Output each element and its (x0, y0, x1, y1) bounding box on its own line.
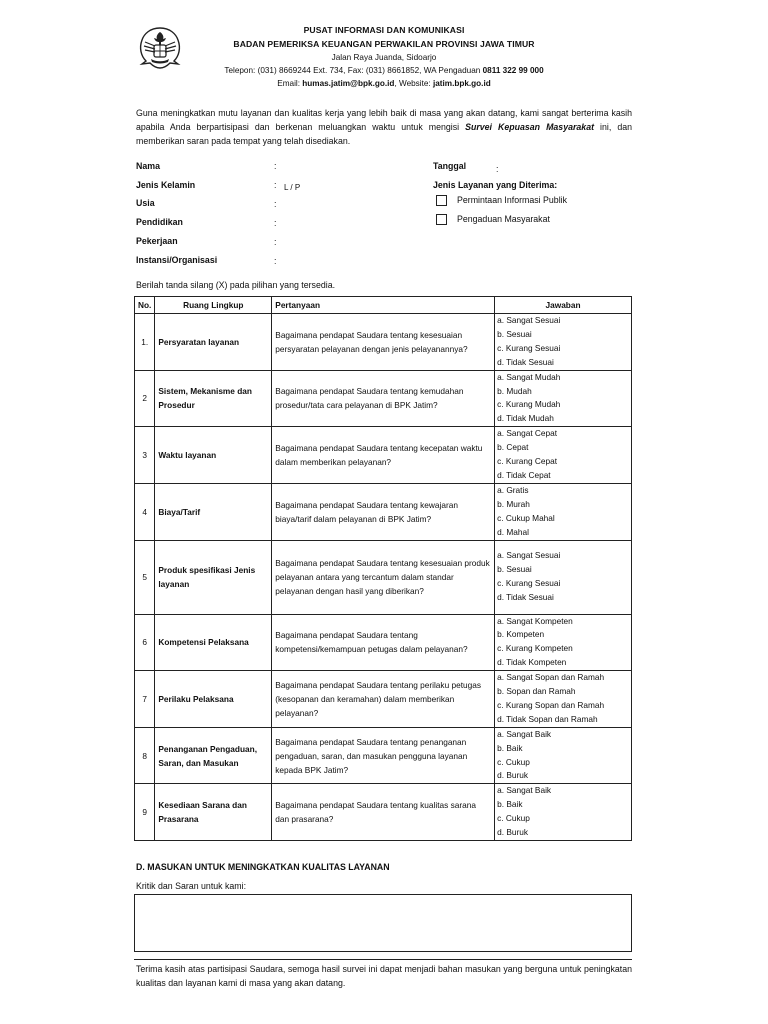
table-row (135, 727, 632, 784)
org-unit: PUSAT INFORMASI DAN KOMUNIKASI (303, 25, 465, 35)
ruang-lingkup-cell: Waktu layanan (155, 427, 272, 484)
email-label: Email: (277, 79, 303, 88)
field-label-pendidikan: Pendidikan (136, 217, 183, 227)
answer-option[interactable]: c. Kurang Sesuai (497, 342, 561, 353)
email-link[interactable]: humas.jatim@bpk.go.id (302, 79, 395, 88)
row-number: 5 (135, 540, 155, 614)
table-header-row (135, 297, 632, 314)
survey-table-body (135, 314, 632, 841)
answer-option[interactable]: c. Kurang Sesuai (497, 578, 561, 588)
col-header-no: No. (135, 297, 155, 314)
checkbox-pengaduan-masyarakat[interactable] (436, 214, 447, 225)
ruang-lingkup-cell: Kesediaan Sarana dan Prasarana (155, 784, 272, 841)
field-label-nama: Nama (136, 161, 160, 171)
website-link[interactable]: jatim.bpk.go.id (432, 79, 491, 88)
jawaban-cell (495, 370, 632, 427)
phone-text: Telepon: (031) 8669244 Ext. 734, Fax: (031) 8661852, WA Pengaduan (224, 66, 483, 75)
ruang-lingkup-cell: Sistem, Mekanisme dan Prosedur (155, 370, 272, 427)
table-row (135, 483, 632, 540)
kritik-label: Kritik dan Saran untuk kami: (136, 881, 247, 891)
field-instansi-colon[interactable]: : (274, 256, 277, 266)
divider (134, 959, 632, 960)
survey-table (134, 296, 632, 841)
letterhead (0, 24, 768, 90)
ruang-lingkup-cell: Produk spesifikasi Jenis layanan (155, 540, 272, 614)
jawaban-cell (495, 784, 632, 841)
option-label: Pengaduan Masyarakat (457, 214, 550, 224)
pertanyaan-cell: Bagaimana pendapat Saudara tentang penanganan pengaduan, saran, dan masukan pengguna layanan kepada BPK Jatim? (272, 727, 495, 784)
table-row (135, 671, 632, 728)
row-number: 7 (135, 671, 155, 728)
answer-option[interactable]: d. Buruk (497, 770, 529, 781)
survey-name: Survei Kepuasan Masyarakat (465, 122, 595, 132)
jawaban-cell (495, 427, 632, 484)
option-pengaduan-masyarakat[interactable] (436, 214, 550, 225)
website-label: , Website: (394, 79, 433, 88)
table-row (135, 427, 632, 484)
field-label-jenis-kelamin: Jenis Kelamin (136, 180, 196, 190)
answer-option[interactable]: d. Buruk (497, 827, 529, 838)
answer-option[interactable]: c. Kurang Kompeten (497, 643, 573, 654)
intro-text-end: ini, dan memberikan saran pada tempat yang telah disediakan. (136, 122, 632, 146)
answer-option[interactable]: a. Sangat Cepat (497, 428, 558, 439)
jawaban-cell (495, 671, 632, 728)
answer-option[interactable]: b. Sesuai (497, 564, 532, 575)
answer-option[interactable]: b. Kompeten (497, 629, 545, 640)
answer-option[interactable]: b. Sopan dan Ramah (497, 686, 576, 697)
org-contact (0, 77, 768, 90)
pertanyaan-cell: Bagaimana pendapat Saudara tentang kecepatan waktu dalam memberikan pelayanan? (272, 427, 495, 484)
answer-option[interactable]: d. Tidak Sesuai (497, 591, 554, 602)
answer-option[interactable]: a. Sangat Baik (497, 728, 552, 739)
table-row (135, 314, 632, 371)
field-label-pekerjaan: Pekerjaan (136, 236, 178, 246)
answer-option[interactable]: d. Tidak Sesuai (497, 356, 554, 367)
answer-option[interactable]: d. Tidak Mudah (497, 413, 554, 424)
ruang-lingkup-cell: Perilaku Pelaksana (155, 671, 272, 728)
row-number: 6 (135, 614, 155, 671)
jawaban-cell (495, 314, 632, 371)
field-nama-colon[interactable]: : (274, 161, 277, 171)
instruction-text: Berilah tanda silang (X) pada pilihan yang tersedia. (136, 280, 336, 290)
pertanyaan-cell: Bagaimana pendapat Saudara tentang perilaku petugas (kesopanan dan keramahan) dalam memberikan pelayanan? (272, 671, 495, 728)
ruang-lingkup-cell: Persyaratan layanan (155, 314, 272, 371)
answer-option[interactable]: c. Kurang Sopan dan Ramah (497, 699, 605, 710)
org-name: BADAN PEMERIKSA KEUANGAN PERWAKILAN PROVINSI JAWA TIMUR (233, 38, 535, 49)
pertanyaan-cell: Bagaimana pendapat Saudara tentang kualitas sarana dan prasarana? (272, 784, 495, 841)
answer-option[interactable]: c. Cukup Mahal (497, 512, 555, 523)
gender-options[interactable]: L / P (284, 183, 301, 192)
answer-option[interactable]: d. Mahal (497, 526, 529, 537)
row-number: 4 (135, 483, 155, 540)
answer-option[interactable]: a. Sangat Sopan dan Ramah (497, 672, 605, 683)
col-header-pertanyaan: Pertanyaan (272, 297, 495, 314)
wa-number: 0811 322 99 000 (482, 66, 544, 75)
row-number: 3 (135, 427, 155, 484)
pertanyaan-cell: Bagaimana pendapat Saudara tentang kewajaran biaya/tarif dalam pelayanan di BPK Jatim? (272, 483, 495, 540)
field-label-instansi: Instansi/Organisasi (136, 255, 218, 265)
answer-option[interactable]: a. Sangat Mudah (497, 371, 561, 382)
field-usia-colon[interactable]: : (274, 199, 277, 209)
ruang-lingkup-cell: Penanganan Pengaduan, Saran, dan Masukan (155, 727, 272, 784)
org-address: Jalan Raya Juanda, Sidoarjo (331, 53, 437, 62)
ruang-lingkup-cell: Kompetensi Pelaksana (155, 614, 272, 671)
kritik-saran-textarea[interactable] (134, 894, 632, 952)
answer-option[interactable]: c. Cukup (497, 756, 530, 767)
jawaban-cell (495, 540, 632, 614)
answer-option[interactable]: b. Murah (497, 498, 530, 509)
answer-option[interactable]: d. Tidak Cepat (497, 469, 551, 480)
col-header-jawaban: Jawaban (495, 297, 632, 314)
answer-option[interactable]: b. Baik (497, 799, 523, 810)
table-row (135, 370, 632, 427)
row-number: 1. (135, 314, 155, 371)
col-header-ruang: Ruang Lingkup (155, 297, 272, 314)
row-number: 8 (135, 727, 155, 784)
answer-option[interactable]: b. Sesuai (497, 328, 532, 339)
answer-option[interactable]: a. Sangat Sesuai (497, 315, 561, 325)
answer-option[interactable]: a. Sangat Kompeten (497, 615, 573, 626)
field-label-usia: Usia (136, 198, 155, 208)
row-number: 2 (135, 370, 155, 427)
answer-option[interactable]: b. Cepat (497, 442, 529, 453)
jawaban-cell (495, 614, 632, 671)
answer-option[interactable]: b. Baik (497, 742, 523, 753)
answer-option[interactable]: c. Kurang Mudah (497, 399, 561, 410)
intro-text: Guna meningkatkan mutu layanan dan kualitas kerja yang lebih baik di masa yang akan datang, kami sangat berterima kasih apabila Anda berpartisipasi dan berkenan meluangkan waktu untuk mengisi (136, 108, 632, 132)
answer-option[interactable]: b. Mudah (497, 385, 532, 396)
intro-paragraph (136, 106, 632, 148)
table-row (135, 614, 632, 671)
answer-option[interactable]: a. Sangat Baik (497, 785, 552, 796)
field-jenis-kelamin-colon: : (274, 180, 277, 190)
jawaban-cell (495, 727, 632, 784)
option-label: Permintaan Informasi Publik (457, 195, 568, 205)
pertanyaan-cell: Bagaimana pendapat Saudara tentang kesesuaian produk pelayanan antara yang tercantum dalam standar pelayanan dengan hasil yang diberikan? (272, 540, 495, 614)
pertanyaan-cell: Bagaimana pendapat Saudara tentang kompetensi/kemampuan petugas dalam pelayanan? (272, 614, 495, 671)
answer-option[interactable]: d. Tidak Sopan dan Ramah (497, 713, 598, 724)
jawaban-cell (495, 483, 632, 540)
field-label-tanggal: Tanggal (433, 161, 467, 171)
answer-option[interactable]: a. Gratis (497, 484, 529, 495)
table-row (135, 784, 632, 841)
answer-option[interactable]: d. Tidak Kompeten (497, 657, 567, 668)
answer-option[interactable]: c. Kurang Cepat (497, 456, 558, 467)
section-d-heading: D. MASUKAN UNTUK MENINGKATKAN KUALITAS LAYANAN (136, 862, 390, 872)
option-permintaan-informasi[interactable] (436, 195, 567, 206)
table-row (135, 540, 632, 614)
checkbox-permintaan-informasi[interactable] (436, 195, 447, 206)
field-pekerjaan-colon[interactable]: : (274, 237, 277, 247)
org-phone (0, 64, 768, 77)
answer-option[interactable]: c. Cukup (497, 813, 530, 824)
field-tanggal-colon[interactable]: : (496, 164, 499, 174)
field-label-jenis-layanan: Jenis Layanan yang Diterima: (433, 180, 558, 190)
field-pendidikan-colon[interactable]: : (274, 218, 277, 228)
answer-option[interactable]: a. Sangat Sesuai (497, 550, 561, 561)
pertanyaan-cell: Bagaimana pendapat Saudara tentang kesesuaian persyaratan pelayanan dengan jenis pelayanannya? (272, 314, 495, 371)
row-number: 9 (135, 784, 155, 841)
pertanyaan-cell: Bagaimana pendapat Saudara tentang kemudahan prosedur/tata cara pelayanan di BPK Jatim? (272, 370, 495, 427)
closing-paragraph: Terima kasih atas partisipasi Saudara, semoga hasil survei ini dapat menjadi bahan masukan yang berguna untuk peningkatan kualitas dan layanan kami di masa yang akan datang. (136, 964, 632, 988)
ruang-lingkup-cell: Biaya/Tarif (155, 483, 272, 540)
